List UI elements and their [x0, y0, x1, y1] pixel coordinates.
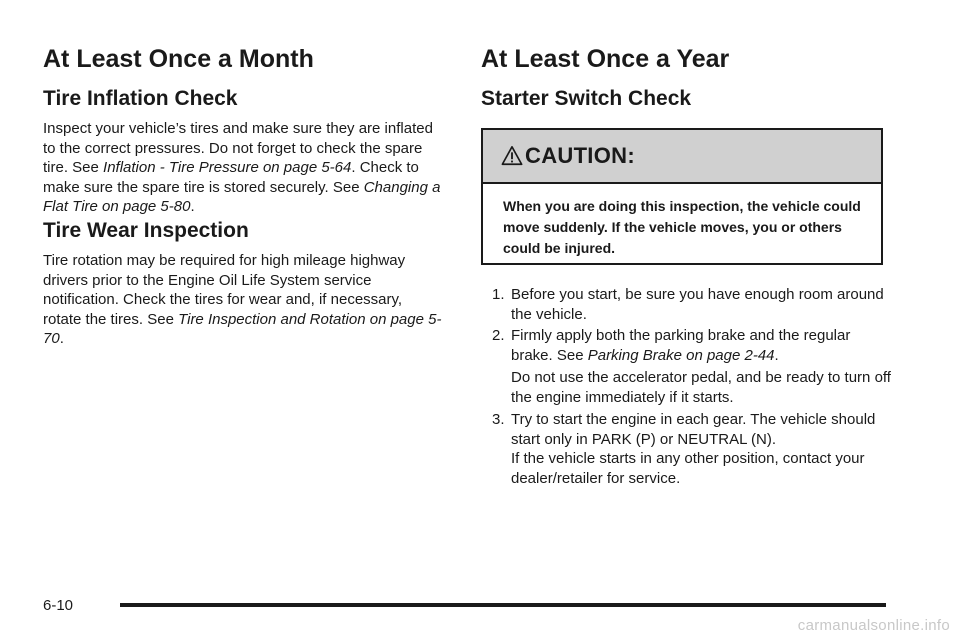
tire-wear-title: Tire Wear Inspection	[43, 219, 249, 242]
tire-wear-text: Tire rotation may be required for high mileage highway drivers prior to the Engine Oil Life System service notification. Check the tires for wear and, if necessary, rotate the tires. See Tire Inspection and Rotation on page 5-70.	[43, 252, 442, 347]
starter-switch-title: Starter Switch Check	[481, 87, 692, 110]
step-text: Try to start the engine in each gear. The vehicle should start only in PARK (P) or NEUTRAL (N). If the vehicle starts in any other position, contact your dealer/retailer for service.	[511, 411, 876, 487]
step-number: 2.	[492, 327, 505, 344]
step-text: Before you start, be sure you have enough room around the vehicle.	[511, 286, 884, 323]
link-changing-flat-tire[interactable]: Changing a Flat Tire on page 5-80	[43, 178, 441, 215]
tire-inflation-text: Inspect your vehicle’s tires and make sure they are inflated to the correct pressures. Do not forget to check the spare tire. See Inflation - Tire Pressure on page 5-64. Check to make sure the spare tire is stored securely. See Changing a Flat Tire on page 5-80.	[43, 120, 441, 215]
caution-header	[483, 130, 881, 184]
step-number: 1.	[492, 286, 505, 303]
caution-title: CAUTION:	[525, 143, 635, 168]
section-heading-year: At Least Once a Year	[481, 45, 730, 73]
step-note: Do not use the accelerator pedal, and be ready to turn off the engine immediately if it starts.	[511, 369, 891, 406]
page-number: 6-10	[43, 597, 74, 614]
section-heading-month: At Least Once a Month	[43, 45, 314, 73]
link-parking-brake[interactable]: Parking Brake on page 2-44	[587, 346, 775, 364]
link-tire-inspection-rotation[interactable]: Tire Inspection and Rotation on page 5-70	[43, 310, 442, 347]
link-inflation-tire-pressure[interactable]: Inflation - Tire Pressure on page 5-64	[103, 159, 352, 176]
warning-triangle-icon	[501, 145, 523, 167]
caution-text: When you are doing this inspection, the vehicle could move suddenly. If the vehicle moves, you or others could be injured.	[503, 198, 861, 256]
tire-inflation-title: Tire Inflation Check	[43, 87, 238, 110]
watermark: carmanualsonline.info	[797, 617, 950, 634]
caution-box	[481, 128, 883, 265]
step-number: 3.	[492, 411, 505, 428]
footer-rule	[120, 603, 886, 607]
step-text: Firmly apply both the parking brake and the regular brake. See Parking Brake on page 2-44.	[511, 327, 851, 364]
